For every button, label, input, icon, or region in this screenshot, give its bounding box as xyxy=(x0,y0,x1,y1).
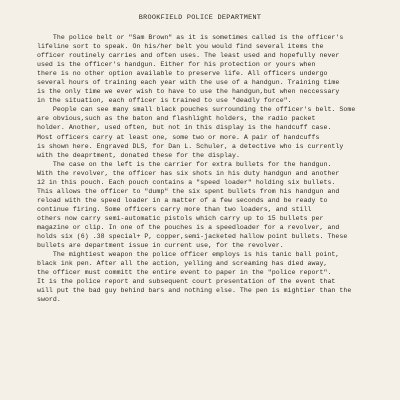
text-line: is the only time we ever wish to have to use the handgun,but when neccessary xyxy=(37,88,340,96)
text-line: officer routinely carries and often uses. The least used and hopefully never xyxy=(37,52,340,60)
text-line: Most officers carry at least one, some two or more. A pair of handcuffs xyxy=(37,133,320,141)
text-line: lifeline sort to speak. On his/her belt you would find several items the xyxy=(37,43,324,51)
text-line: the officer must committ the entire event to paper in the "police report". xyxy=(37,269,332,277)
text-line: several hours of training each year with the use of a handgun. Training time xyxy=(37,79,340,87)
text-line: others now carry semi-automatic pistols which carry up to 15 bullets per xyxy=(37,214,324,222)
text-line: reload with the speed loader in a matter of a few seconds and be ready to xyxy=(37,196,328,204)
text-line: The mightiest weapon the police officer employs is his tanic ball point, xyxy=(37,251,340,259)
text-line: with the deaprtment, donated these for the display. xyxy=(37,151,240,159)
text-line: sword. xyxy=(37,296,61,304)
text-line: holds six (6) .38 special+ P, copper,semi-jacketed hallow point bullets. These xyxy=(37,233,348,241)
text-line: used is the officer's handgun. Either for his protection or yours when xyxy=(37,61,316,69)
document-body xyxy=(37,33,375,304)
text-line: in the situation, each officer is trained to use "deadly force". xyxy=(37,97,292,105)
text-line: bullets are department issue in current use, for the revolver. xyxy=(37,242,284,250)
text-line: black ink pen. After all the action, yelling and screaming has died away, xyxy=(37,260,328,268)
text-line: People can see many small black pouches surrounding the officer's belt. Some xyxy=(37,106,356,114)
text-line: magazine or clip. In one of the pouches is a speedloader for a revolver, and xyxy=(37,223,340,231)
text-line: are obvious,such as the baton and flashlight holders, the radio packet xyxy=(37,115,316,123)
text-line: With the revolver, the officer has six shots in his duty handgun and another xyxy=(37,169,340,177)
text-line: 12 in this pouch. Each pouch contains a "speed loader" holding six bullets. xyxy=(37,178,336,186)
document-title: BROOKFIELD POLICE DEPARTMENT xyxy=(138,14,262,22)
text-line: It is the police report and subsequent court presentation of the event that xyxy=(37,278,336,286)
text-line: This allows the officer to "dump" the six spent bullets from his handgun and xyxy=(37,187,340,195)
text-line: continue firing. Some officers carry more than two loaders, and still xyxy=(37,205,312,213)
text-line: will put the bad guy behind bars and nothing else. The pen is mightier than the xyxy=(37,287,352,295)
text-line: holder. Another, used often, but not in this display is the handcuff case. xyxy=(37,124,332,132)
text-line: The police belt or "Sam Brown" as it is sometimes called is the officer's xyxy=(37,34,344,41)
text-line: is shown here. Engraved DLS, for Dan L. Schuler, a detective who is currently xyxy=(37,142,344,150)
text-line: there is no other option available to preserve life. All officers undergo xyxy=(37,70,328,78)
text-line: The case on the left is the carrier for extra bullets for the handgun. xyxy=(37,160,332,168)
